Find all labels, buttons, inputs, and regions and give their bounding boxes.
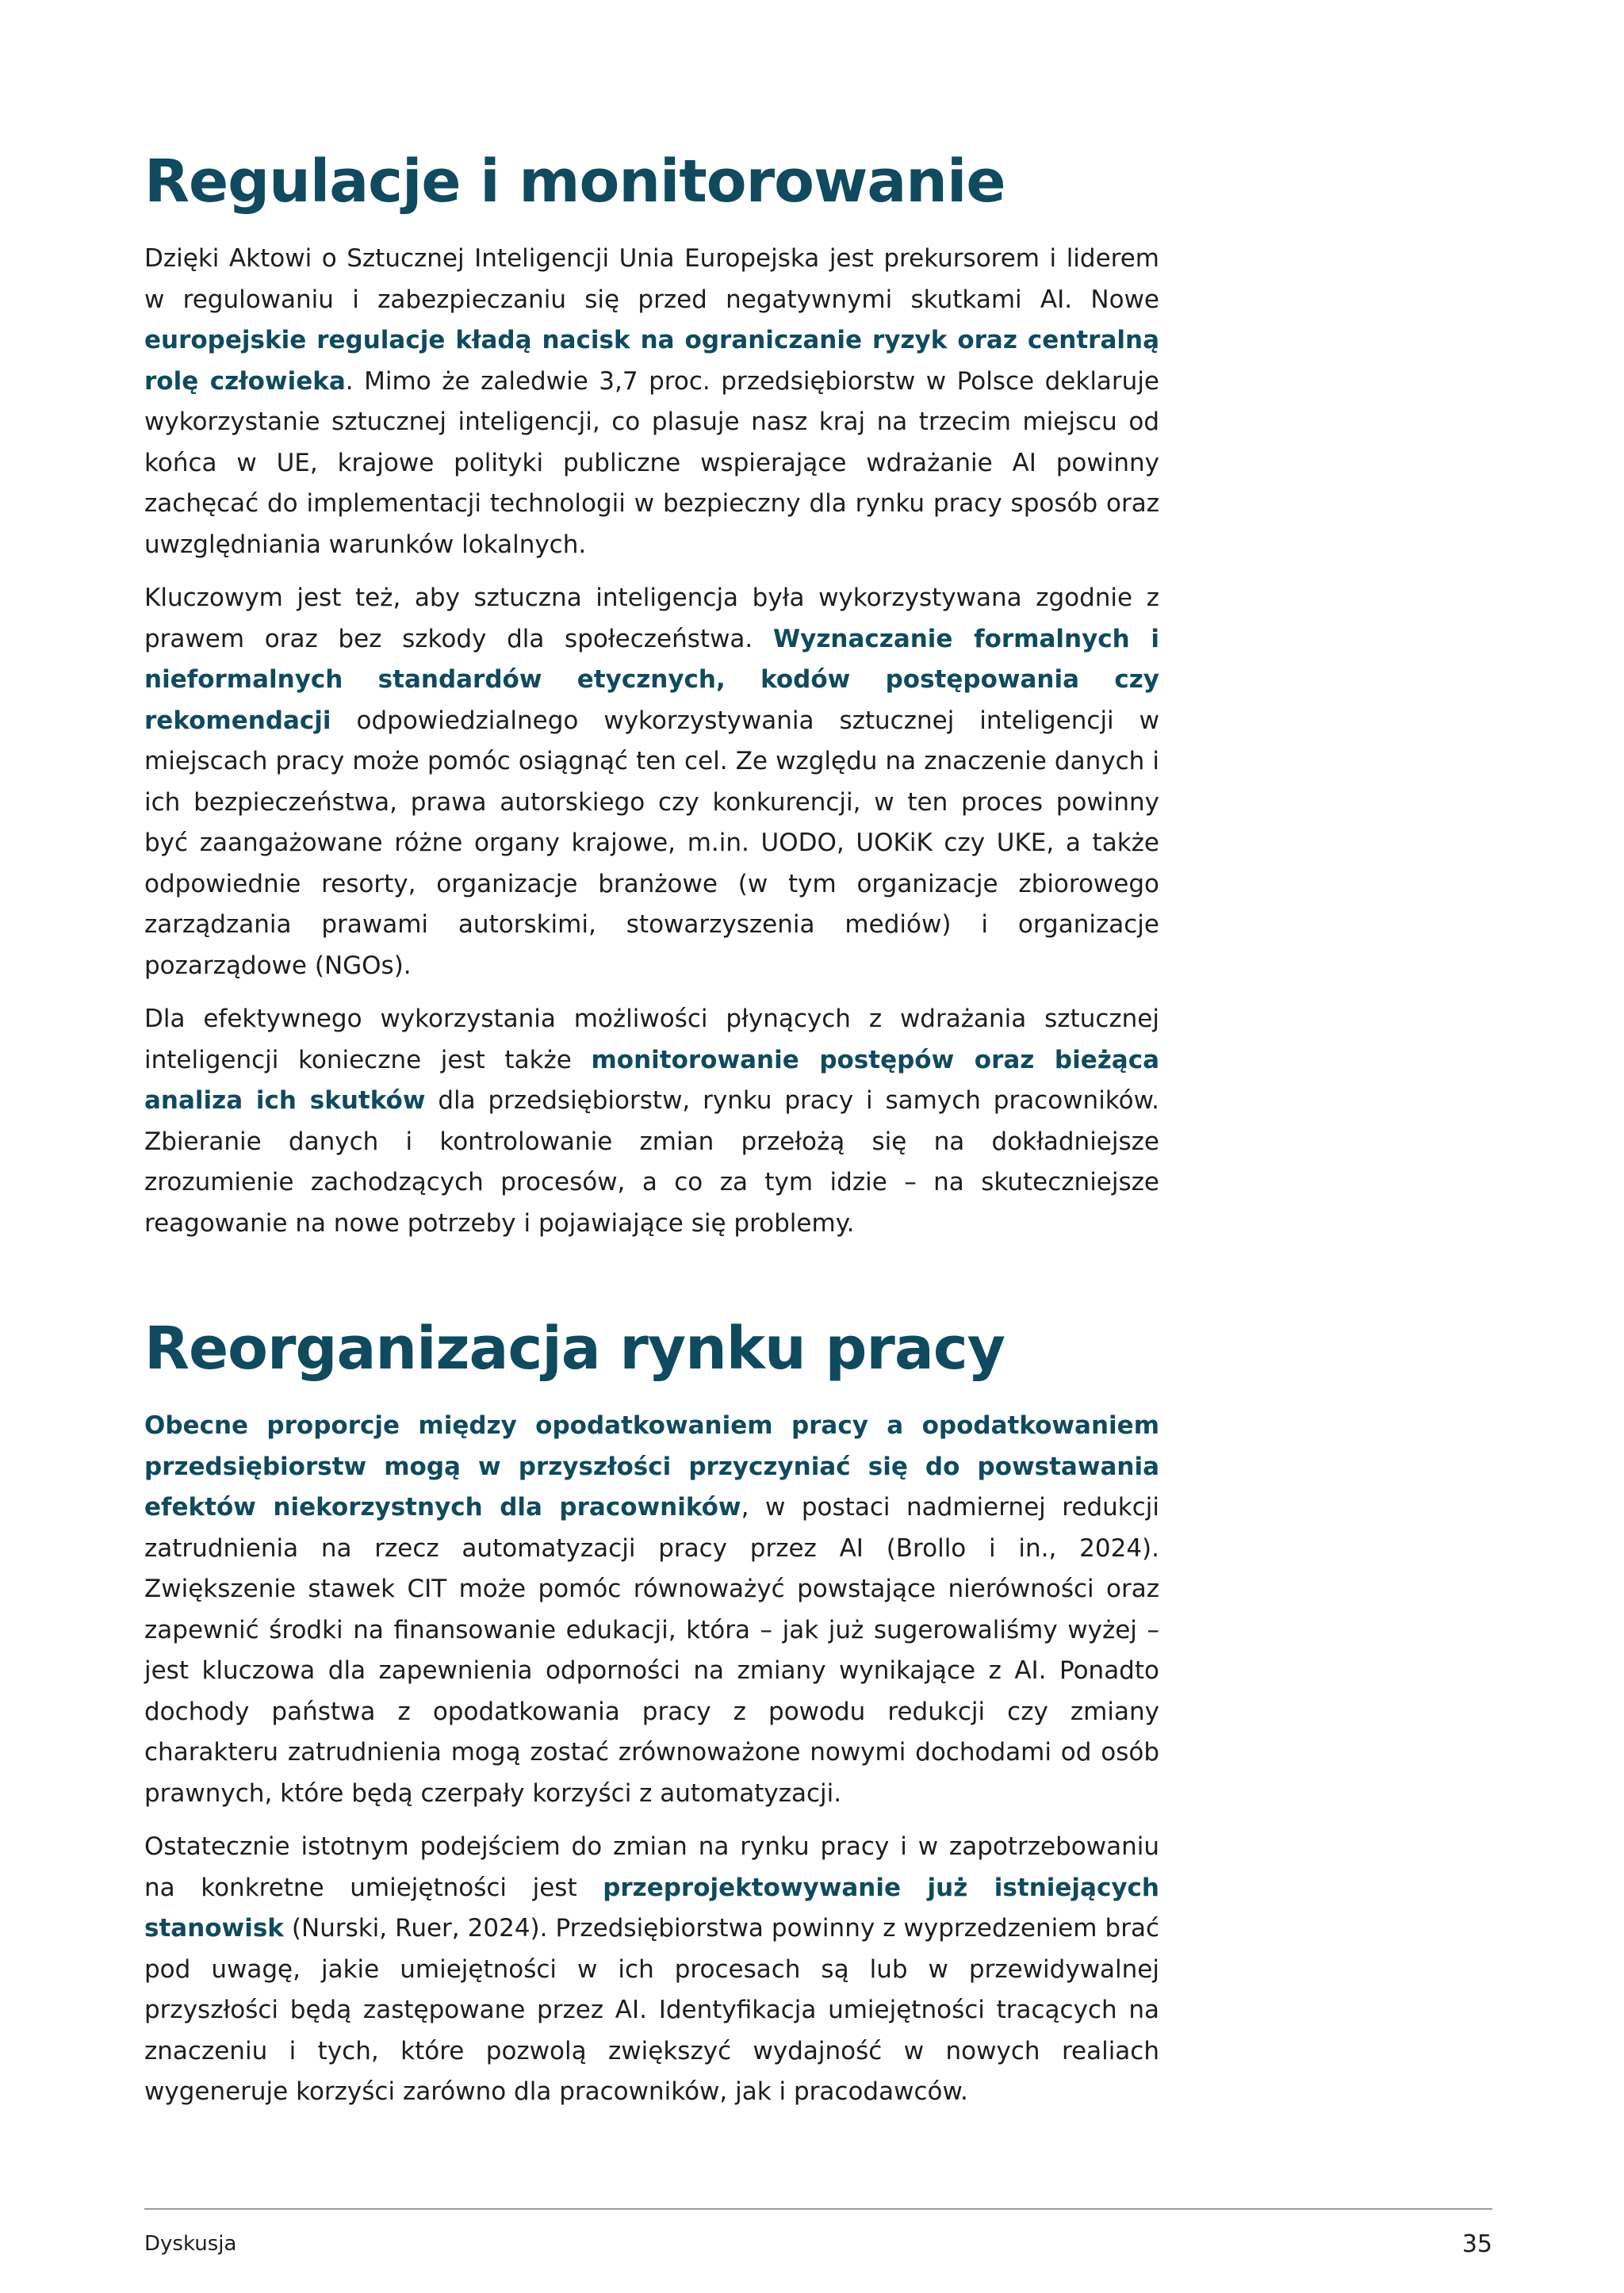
paragraph-text: Dzięki Aktowi o Sztucznej Inteligencji Unia Europejska jest prekursorem i liderem w regulowaniu i zabezpieczaniu się przed negatywnymi skutkami AI. Nowe [144, 244, 1159, 314]
paragraph-text: odpowiedzialnego wykorzystywania sztucznej inteligencji w miejscach pracy może pomóc osiągnąć ten cel. Ze względu na znaczenie danych i ich bezpieczeństwa, prawa autorskiego czy konkurencji, w ten proces powinny być zaangażowane różne organy krajowe, m.in. UODO, UOKiK czy UKE, a także odpowiednie resorty, organizacje branżowe (w tym organizacje zbiorowego zarządzania prawami autorskimi, stowarzyszenia mediów) i organizacje pozarządowe (NGOs). [144, 706, 1159, 980]
paragraph [144, 1406, 1159, 1814]
paragraph-text: Ostatecznie istotnym podejściem do zmian na rynku pracy i w zapotrzebowaniu na konkretne umiejętności jest [144, 1832, 1159, 1902]
paragraph-text: (Nurski, Ruer, 2024). Przedsiębiorstwa powinny z wyprzedzeniem brać pod uwagę, jakie umiejętności w ich procesach są lub w przewidywalnej przyszłości będą zastępowane przez AI. Identyfikacja umiejętności tracących na znaczeniu i tych, które pozwolą zwiększyć wydajność w nowych realiach wygeneruje korzyści zarówno dla pracowników, jak i pracodawców. [144, 1914, 1159, 2106]
paragraph-text: . Mimo że zaledwie 3,7 proc. przedsiębiorstw w Polsce deklaruje wykorzystanie sztucznej inteligencji, co plasuje nasz kraj na trzecim miejscu od końca w UE, krajowe polityki publiczne wspierające wdrażanie AI powinny zachęcać do implementacji technologii w bezpieczny dla rynku pracy sposób oraz uwzględniania warunków lokalnych. [144, 366, 1160, 559]
paragraph-highlight: europejskie regulacje kładą nacisk na ograniczanie ryzyk oraz centralną rolę człowieka [144, 326, 1159, 396]
paragraph-text: , w postaci nadmiernej redukcji zatrudnienia na rzecz automatyzacji pracy przez AI (Brollo i in., 2024). Zwiększenie stawek CIT może pomóc równoważyć powstające nierówności oraz zapewnić środki na finansowanie edukacji, która – jak już sugerowaliśmy wyżej – jest kluczowa dla zapewnienia odporności na zmiany wynikające z AI. Ponadto dochody państwa z opodatkowania pracy z powodu redukcji czy zmiany charakteru zatrudnienia mogą zostać zrównoważone nowymi dochodami od osób prawnych, które będą czerpały korzyści z automatyzacji. [144, 1493, 1159, 1808]
page-number: 35 [1461, 2230, 1492, 2258]
paragraph-highlight: Obecne proporcje między opodatkowaniem pracy a opodatkowaniem przedsiębiorstw mogą w przyszłości przyczyniać się do powstawania efektów niekorzystnych dla pracowników [144, 1411, 1159, 1522]
paragraph [144, 578, 1159, 986]
footer-divider [144, 2208, 1492, 2210]
paragraph-text: Kluczowym jest też, aby sztuczna inteligencja była wykorzystywana zgodnie z prawem oraz bez szkody dla społeczeństwa. [144, 584, 1159, 653]
page-content [144, 147, 1159, 2126]
footer-section-label: Dyskusja [144, 2232, 237, 2256]
paragraph-highlight: Wyznaczanie formalnych i nieformalnych standardów etycznych, kodów postępowania czy rekomendacji [144, 624, 1159, 735]
paragraph-highlight: przeprojektowywanie już istniejących stanowisk [144, 1873, 1159, 1943]
paragraph [144, 1827, 1159, 2113]
section-heading-labour-market: Reorganizacja rynku pracy [144, 1315, 1005, 1383]
paragraph [144, 239, 1159, 565]
section-heading-regulation: Regulacje i monitorowanie [144, 147, 1005, 216]
paragraph [144, 999, 1159, 1244]
paragraph-text: dla przedsiębiorstw, rynku pracy i samych pracowników. Zbieranie danych i kontrolowanie zmian przełożą się na dokładniejsze zrozumienie zachodzących procesów, a co za tym idzie – na skuteczniejsze reagowanie na nowe potrzeby i pojawiające się problemy. [144, 1086, 1159, 1238]
paragraph-highlight: monitorowanie postępów oraz bieżąca analiza ich skutków [144, 1045, 1159, 1115]
paragraph-text: Dla efektywnego wykorzystania możliwości płynących z wdrażania sztucznej inteligencji konieczne jest także [144, 1005, 1159, 1074]
